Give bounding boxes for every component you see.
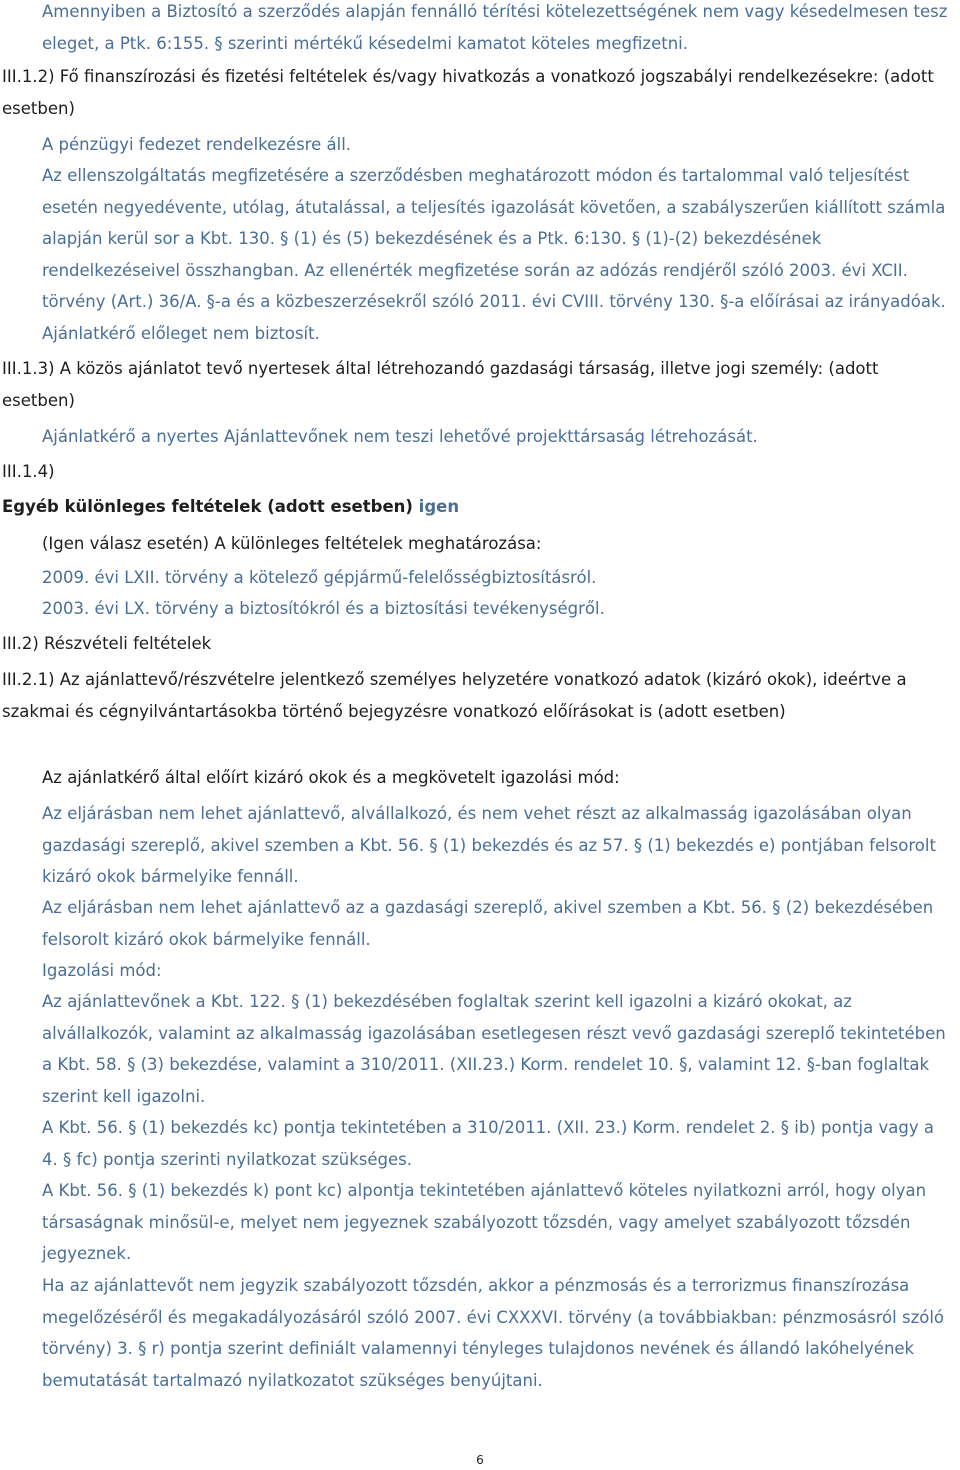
exclusion-grounds-label: Az ajánlatkérő által előírt kizáró okok és a megkövetelt igazolási mód: xyxy=(42,768,620,787)
verification-paragraph-1: Az ajánlattevőnek a Kbt. 122. § (1) bekezdésében foglaltak szerint kell igazolni a kizáró okokat, az alvállalkozók, valamint az alkalmasság igazolásában esetlegesen részt vevő gazdasági szereplő tekintetében a Kbt. 58. § (3) bekezdése, valamint a 310/2011. (XII.23.) Korm. rendelet 10. §, valamint 12. §-ban foglaltak szerint kell igazolni. xyxy=(42,992,946,1106)
section-III-2-heading: III.2) Részvételi feltételek xyxy=(2,634,212,653)
financial-cover-paragraph: A pénzügyi fedezet rendelkezésre áll. xyxy=(42,135,352,154)
verification-paragraph-4: Ha az ajánlattevőt nem jegyzik szabályozott tőzsdén, akkor a pénzmosás és a terrorizmus finanszírozása megelőzéséről és megakadályozásáról szóló 2007. évi CXXXVI. törvény (a továbbiakban: pénzmosásról szóló törvény) 3. § r) pontja szerint definiált valamennyi tényleges tulajdonos nevének és állandó lakóhelyének bemutatását tartalmazó nyilatkozatot szükséges benyújtani. xyxy=(42,1276,945,1390)
exclusion-paragraph-1: Az eljárásban nem lehet ajánlattevő, alvállalkozó, és nem vehet részt az alkalmasság igazolásában olyan gazdasági szereplő, akivel szemben a Kbt. 56. § (1) bekezdés és az 57. § (1) bekezdés e) pontjában felsorolt kizáró okok bármelyike fennáll. xyxy=(42,804,936,886)
special-conditions-label: Egyéb különleges feltételek (adott esetben) xyxy=(2,497,413,516)
late-payment-paragraph: Amennyiben a Biztosító a szerződés alapján fennálló térítési kötelezettségének nem vagy késedelmesen tesz eleget, a Ptk. 6:155. § szerinti mértékű késedelmi kamatot köteles megfizetni. xyxy=(42,2,948,53)
section-III-1-2-heading: III.1.2) Fő finanszírozási és fizetési feltételek és/vagy hivatkozás a vonatkozó jogszabályi rendelkezésekre: (adott esetben) xyxy=(2,67,934,118)
payment-terms-paragraph: Az ellenszolgáltatás megfizetésére a szerződésben meghatározott módon és tartalommal való teljesítést esetén negyedévente, utólag, átutalással, a teljesítés igazolását követően, a szabályszerűen kiállított számla alapján kerül sor a Kbt. 130. § (1) és (5) bekezdésének és a Ptk. 6:130. § (1)-(2) bekezdésének rendelkezéseivel összhangban. Az ellenérték megfizetése során az adózás rendjéről szóló 2003. évi XCII. törvény (Art.) 36/A. §-a és a közbeszerzésekről szóló 2011. évi CVIII. törvény 130. §-a előírásai az irányadóak. Ajánlatkérő előleget nem biztosít. xyxy=(42,166,946,343)
section-III-1-3-heading: III.1.3) A közös ajánlatot tevő nyertesek által létrehozandó gazdasági társaság, illetve jogi személy: (adott esetben) xyxy=(2,359,879,410)
section-III-1-4-heading: III.1.4) xyxy=(2,462,55,481)
law-2009-lxii-item: 2009. évi LXII. törvény a kötelező gépjármű-felelősségbiztosításról. xyxy=(42,568,597,587)
page-number: 6 xyxy=(476,1453,484,1467)
section-III-2-1-heading: III.2.1) Az ajánlattevő/részvételre jelentkező személyes helyzetére vonatkozó adatok (kizáró okok), ideértve a szakmai és cégnyilvántartásokba történő bejegyzésre vonatkozó előírásokat is (adott esetben) xyxy=(2,670,907,721)
verification-paragraph-2: A Kbt. 56. § (1) bekezdés kc) pontja tekintetében a 310/2011. (XII. 23.) Korm. rendelet 2. § ib) pontja vagy a 4. § fc) pontja szerinti nyilatkozat szükséges. xyxy=(42,1118,934,1169)
verification-paragraph-3: A Kbt. 56. § (1) bekezdés k) pont kc) alpontja tekintetében ajánlattevő köteles nyilatkozni arról, hogy olyan társaságnak minősül-e, melyet nem jegyeznek szabályozott tőzsdén, vagy amelyet szabályozott tőzsdén jegyeznek. xyxy=(42,1181,927,1263)
special-conditions-answer: igen xyxy=(418,497,460,516)
project-company-paragraph: Ajánlatkérő a nyertes Ajánlattevőnek nem teszi lehetővé projekttársaság létrehozását. xyxy=(42,427,758,446)
special-conditions-line xyxy=(2,491,952,523)
special-conditions-definition-label: (Igen válasz esetén) A különleges feltételek meghatározása: xyxy=(42,534,542,553)
verification-method-label: Igazolási mód: xyxy=(42,961,162,980)
exclusion-paragraph-2: Az eljárásban nem lehet ajánlattevő az a gazdasági szereplő, akivel szemben a Kbt. 56. § (2) bekezdésében felsorolt kizáró okok bármelyike fennáll. xyxy=(42,898,934,949)
law-2003-lx-item: 2003. évi LX. törvény a biztosítókról és a biztosítási tevékenységről. xyxy=(42,599,605,618)
